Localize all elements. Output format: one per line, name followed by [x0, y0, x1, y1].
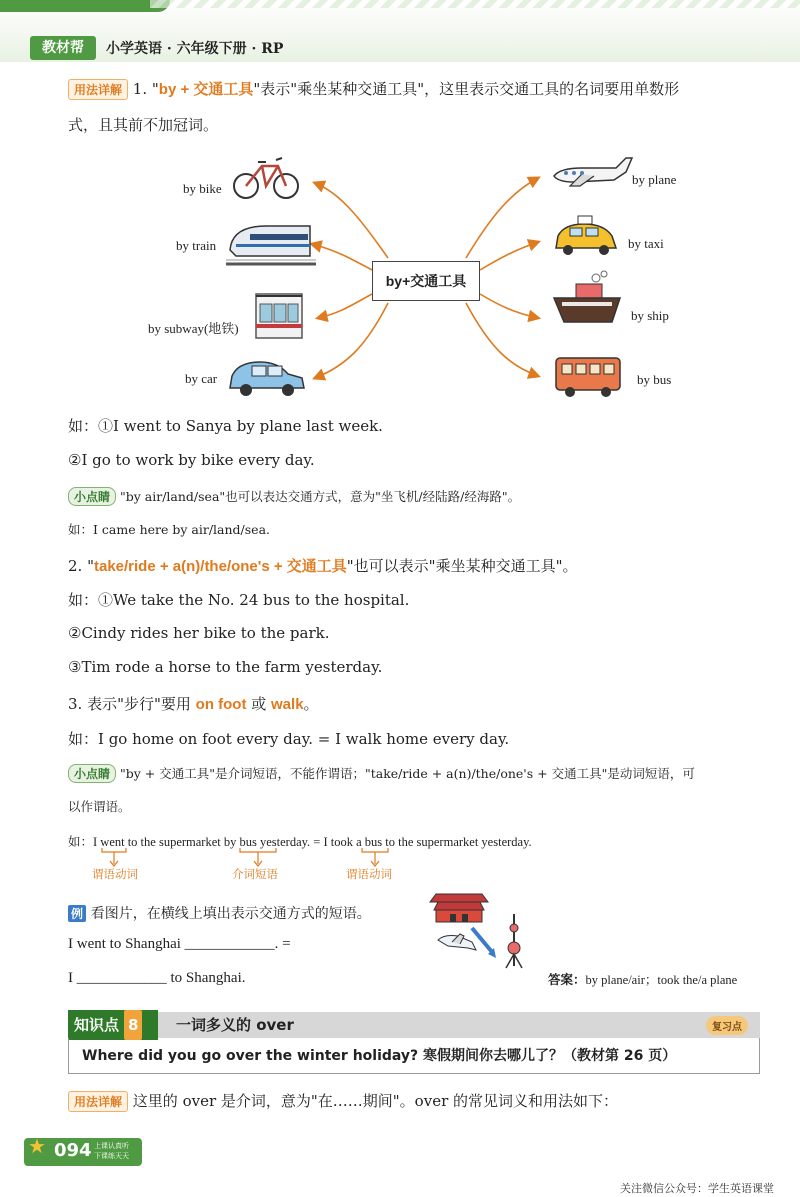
section2-example-2: ②Cindy rides her bike to the park.: [68, 624, 330, 642]
section1-number: 1. ": [132, 80, 159, 98]
small-plane-icon: [438, 934, 476, 950]
review-badge: 复习点: [706, 1016, 748, 1035]
example-1: 如：①I went to Sanya by plane last week.: [68, 417, 383, 435]
exercise-answer: [548, 970, 737, 988]
exercise-tag: 例: [68, 905, 86, 922]
page-slogan-2: 下课练天天: [94, 1152, 129, 1160]
star-icon: ★: [28, 1134, 46, 1158]
exercise-prompt-line: [68, 903, 371, 923]
section4-text: 这里的 over 是介词，意为"在……期间"。over 的常见词义和用法如下：: [132, 1092, 619, 1110]
diagram-center: by+交通工具: [372, 261, 480, 301]
knowledge-point-text: 知识点: [74, 1016, 120, 1034]
annotation-predicate-1: 谓语动词: [92, 867, 138, 881]
knowledge-point-number: 8: [124, 1010, 142, 1040]
book-title: 小学英语 · 六年级下册 · RP: [106, 41, 284, 57]
section2-keyword: take/ride + a(n)/the/one's + 交通工具: [93, 558, 347, 575]
tiananmen-icon: [430, 894, 488, 922]
train-icon: [226, 226, 316, 264]
tip2-line1: [68, 764, 695, 783]
annotation-predicate-2: 谓语动词: [346, 867, 392, 881]
section3-end: 。: [303, 695, 319, 713]
oriental-pearl-tower-icon: [506, 914, 522, 968]
tip1-label: 小点睛: [68, 487, 116, 506]
page-slogan: [94, 1141, 140, 1161]
label-by-plane: by plane: [632, 172, 677, 187]
tip2-label: 小点睛: [68, 764, 116, 783]
knowledge-point-title: 一词多义的 over: [176, 1016, 294, 1034]
tip2-text1: "by + 交通工具"是介词短语，不能作谓语；"take/ride + a(n)/the/one's + 交通工具"是动词短语，可: [120, 766, 695, 781]
section2-example-3: ③Tim rode a horse to the farm yesterday.: [68, 658, 383, 676]
usage-detail-tag: 用法详解: [68, 79, 128, 100]
tip2-example: 如：I went to the supermarket by bus yesterday. = I took a bus to the supermarket yesterday.: [68, 835, 532, 849]
footer-text: 关注微信公众号：学生英语课堂: [620, 1182, 774, 1195]
beijing-shanghai-illustration: [428, 888, 528, 970]
section3-example: 如：I go home on foot every day. = I walk home every day.: [68, 730, 510, 748]
label-by-subway: by subway(地铁): [148, 321, 239, 336]
label-by-train: by train: [176, 238, 217, 253]
arrow-bike: [315, 183, 388, 258]
tip1-example: 如：I came here by air/land/sea.: [68, 522, 271, 537]
exercise-line-2: I ____________ to Shanghai.: [68, 970, 246, 986]
bike-icon: [234, 158, 298, 198]
tip1-line: [68, 487, 520, 506]
page-number: 094: [54, 1140, 92, 1161]
section2-heading: [68, 555, 577, 576]
answer-label: 答案：: [548, 972, 586, 987]
annotation-prep-phrase: 介词短语: [232, 867, 278, 881]
arrow-ship: [480, 294, 538, 318]
section1-keyword: by + 交通工具: [158, 81, 254, 98]
ship-icon: [554, 271, 620, 322]
section3-keyword-1: on foot: [195, 696, 247, 713]
header-pattern: [150, 0, 800, 8]
knowledge-point-sentence: Where did you go over the winter holiday? 寒假期间你去哪儿了？（教材第 26 页）: [82, 1048, 677, 1064]
usage-detail-tag-2: 用法详解: [68, 1091, 128, 1112]
section2-example-1: 如：①We take the No. 24 bus to the hospital.: [68, 591, 410, 609]
car-icon: [230, 362, 304, 396]
knowledge-point-label: [68, 1010, 158, 1040]
subway-icon: [256, 294, 302, 338]
arrow-car: [315, 303, 388, 378]
section3-prefix: 3. 表示"步行"要用: [68, 695, 196, 713]
section4-line: [68, 1090, 618, 1112]
arrow-subway: [318, 294, 372, 318]
section3-heading: [68, 693, 319, 714]
knowledge-point-bar: [68, 1012, 760, 1038]
bus-icon: [556, 358, 620, 397]
answer-text: by plane/air；took the/a plane: [585, 973, 738, 987]
label-by-bike: by bike: [183, 181, 222, 196]
section1-line2: 式，且其前不加冠词。: [68, 116, 219, 134]
tip2-line2: 以作谓语。: [68, 799, 131, 814]
taxi-icon: [556, 216, 616, 255]
exercise-line-1: I went to Shanghai ____________. =: [68, 936, 291, 952]
section3-keyword-2: walk: [271, 696, 304, 713]
label-by-taxi: by taxi: [628, 236, 664, 251]
exercise-prompt: 看图片，在横线上填出表示交通方式的短语。: [90, 906, 371, 922]
example-2: ②I go to work by bike every day.: [68, 451, 315, 469]
section3-mid: 或: [246, 695, 272, 713]
section1-line1: [68, 78, 679, 100]
label-by-ship: by ship: [631, 308, 669, 323]
brand-logo: 教材帮: [30, 36, 96, 60]
section2-rest: "也可以表示"乘坐某种交通工具"。: [346, 557, 578, 575]
section2-prefix: 2. ": [68, 557, 94, 575]
label-by-car: by car: [185, 371, 218, 386]
arrow-taxi: [480, 242, 538, 270]
section1-rest: "表示"乘坐某种交通工具"，这里表示交通工具的名词要用单数形: [253, 80, 680, 98]
tip1-text: "by air/land/sea"也可以表达交通方式，意为"坐飞机/经陆路/经海路"。: [120, 489, 521, 504]
label-by-bus: by bus: [637, 372, 672, 387]
header-stripe: [0, 0, 170, 12]
page-slogan-1: 上课认真听: [94, 1142, 129, 1150]
plane-icon: [554, 158, 632, 186]
arrow-bus: [466, 303, 538, 376]
arrow-train: [312, 244, 372, 270]
